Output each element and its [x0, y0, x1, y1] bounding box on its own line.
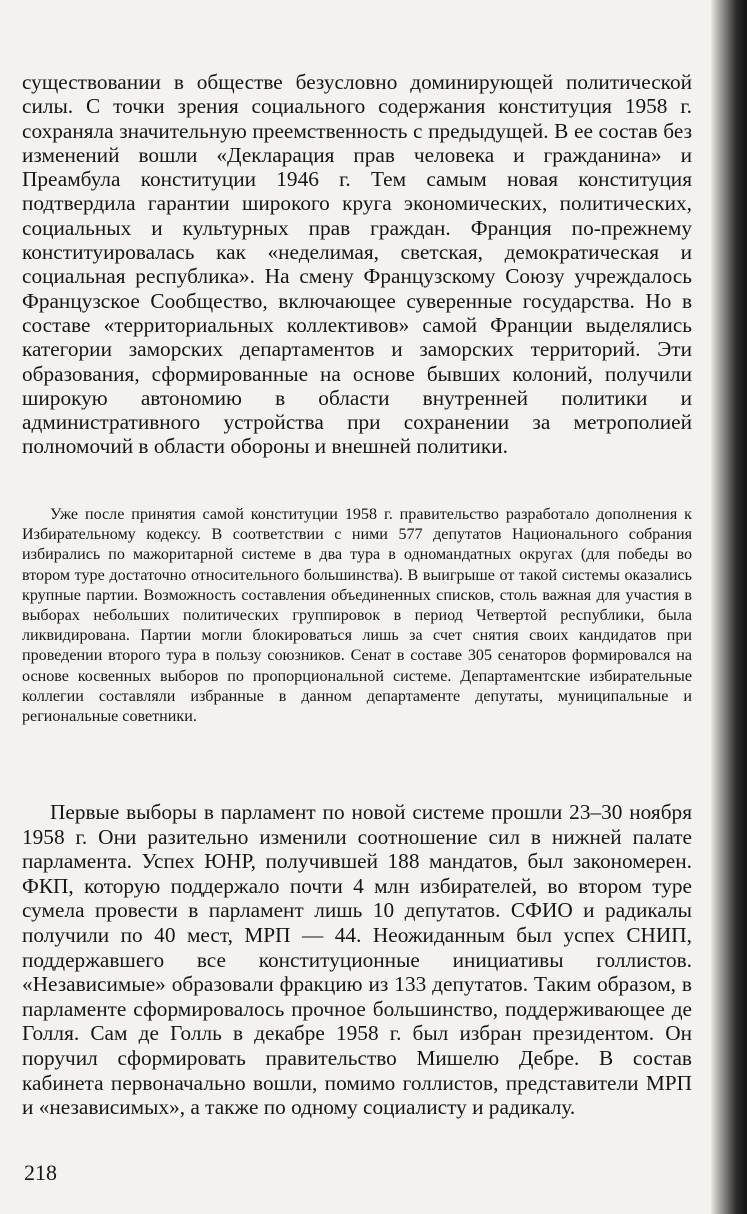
main-text-block	[22, 70, 692, 459]
paragraph-constitution: существовании в обществе безусловно доминирующей политической силы. С точки зрения социального содержания конституция 1958 г. сохраняла значительную преемственность с предыдущей. В ее состав без изменений вошли «Декларация прав человека и гражданина» и Преамбула конституции 1946 г. Тем самым новая конституция подтвердила гарантии широкого круга экономических, политических, социальных и культурных прав граждан. Франция по-прежнему конституировалась как «неделимая, светская, демократическая и социальная республика». На смену Французскому Союзу учреждалось Французское Сообщество, включающее суверенные государства. Но в составе «территориальных коллективов» самой Франции выделялись категории заморских департаментов и заморских территорий. Эти образования, сформированные на основе бывших колоний, получили широкую автономию в области внутренней политики и административного устройства при сохранении за метрополией полномочий в области обороны и внешней политики.	[22, 70, 692, 459]
paragraph-electoral-code: Уже после принятия самой конституции 1958 г. правительство разработало дополнения к Избирательному кодексу. В соответствии с ними 577 депутатов Национального собрания избирались по мажоритарной системе в два тура в одномандатных округах (для победы во втором туре достаточно относительного большинства). В выигрыше от такой системы оказались крупные партии. Возможность составления объединенных списков, столь важная для участия в выборах небольших политических группировок в период Четвертой республики, была ликвидирована. Партии могли блокироваться лишь за счет снятия своих кандидатов при проведении второго тура в пользу союзников. Сенат в составе 305 сенаторов формировался на основе косвенных выборов по пропорциональной системе. Департаментские избирательные коллегии составляли избранные в данном департаменте депутаты, муниципальные и региональные советники.	[22, 506, 692, 726]
book-spine-shadow	[711, 0, 747, 1214]
main-text-block-2	[22, 800, 692, 1120]
page-number: 218	[24, 1160, 57, 1185]
paragraph-elections-1958: Первые выборы в парламент по новой системе прошли 23–30 ноября 1958 г. Они разительно изменили соотношение сил в нижней палате парламента. Успех ЮНР, получившей 188 мандатов, был закономерен. ФКП, которую поддержало почти 4 млн избирателей, во втором туре сумела провести в парламент лишь 10 депутатов. СФИО и радикалы получили по 40 мест, МРП — 44. Неожиданным был успех СНИП, поддержавшего все конституционные инициативы голлистов. «Независимые» образовали фракцию из 133 депутатов. Таким образом, в парламенте сформировалось прочное большинство, поддерживающее де Голля. Сам де Голль в декабре 1958 г. был избран президентом. Он поручил сформировать правительство Мишелю Дебре. В состав кабинета первоначально вошли, помимо голлистов, представители МРП и «независимых», а также по одному социалисту и радикалу.	[22, 800, 692, 1120]
small-print-note	[22, 505, 692, 727]
